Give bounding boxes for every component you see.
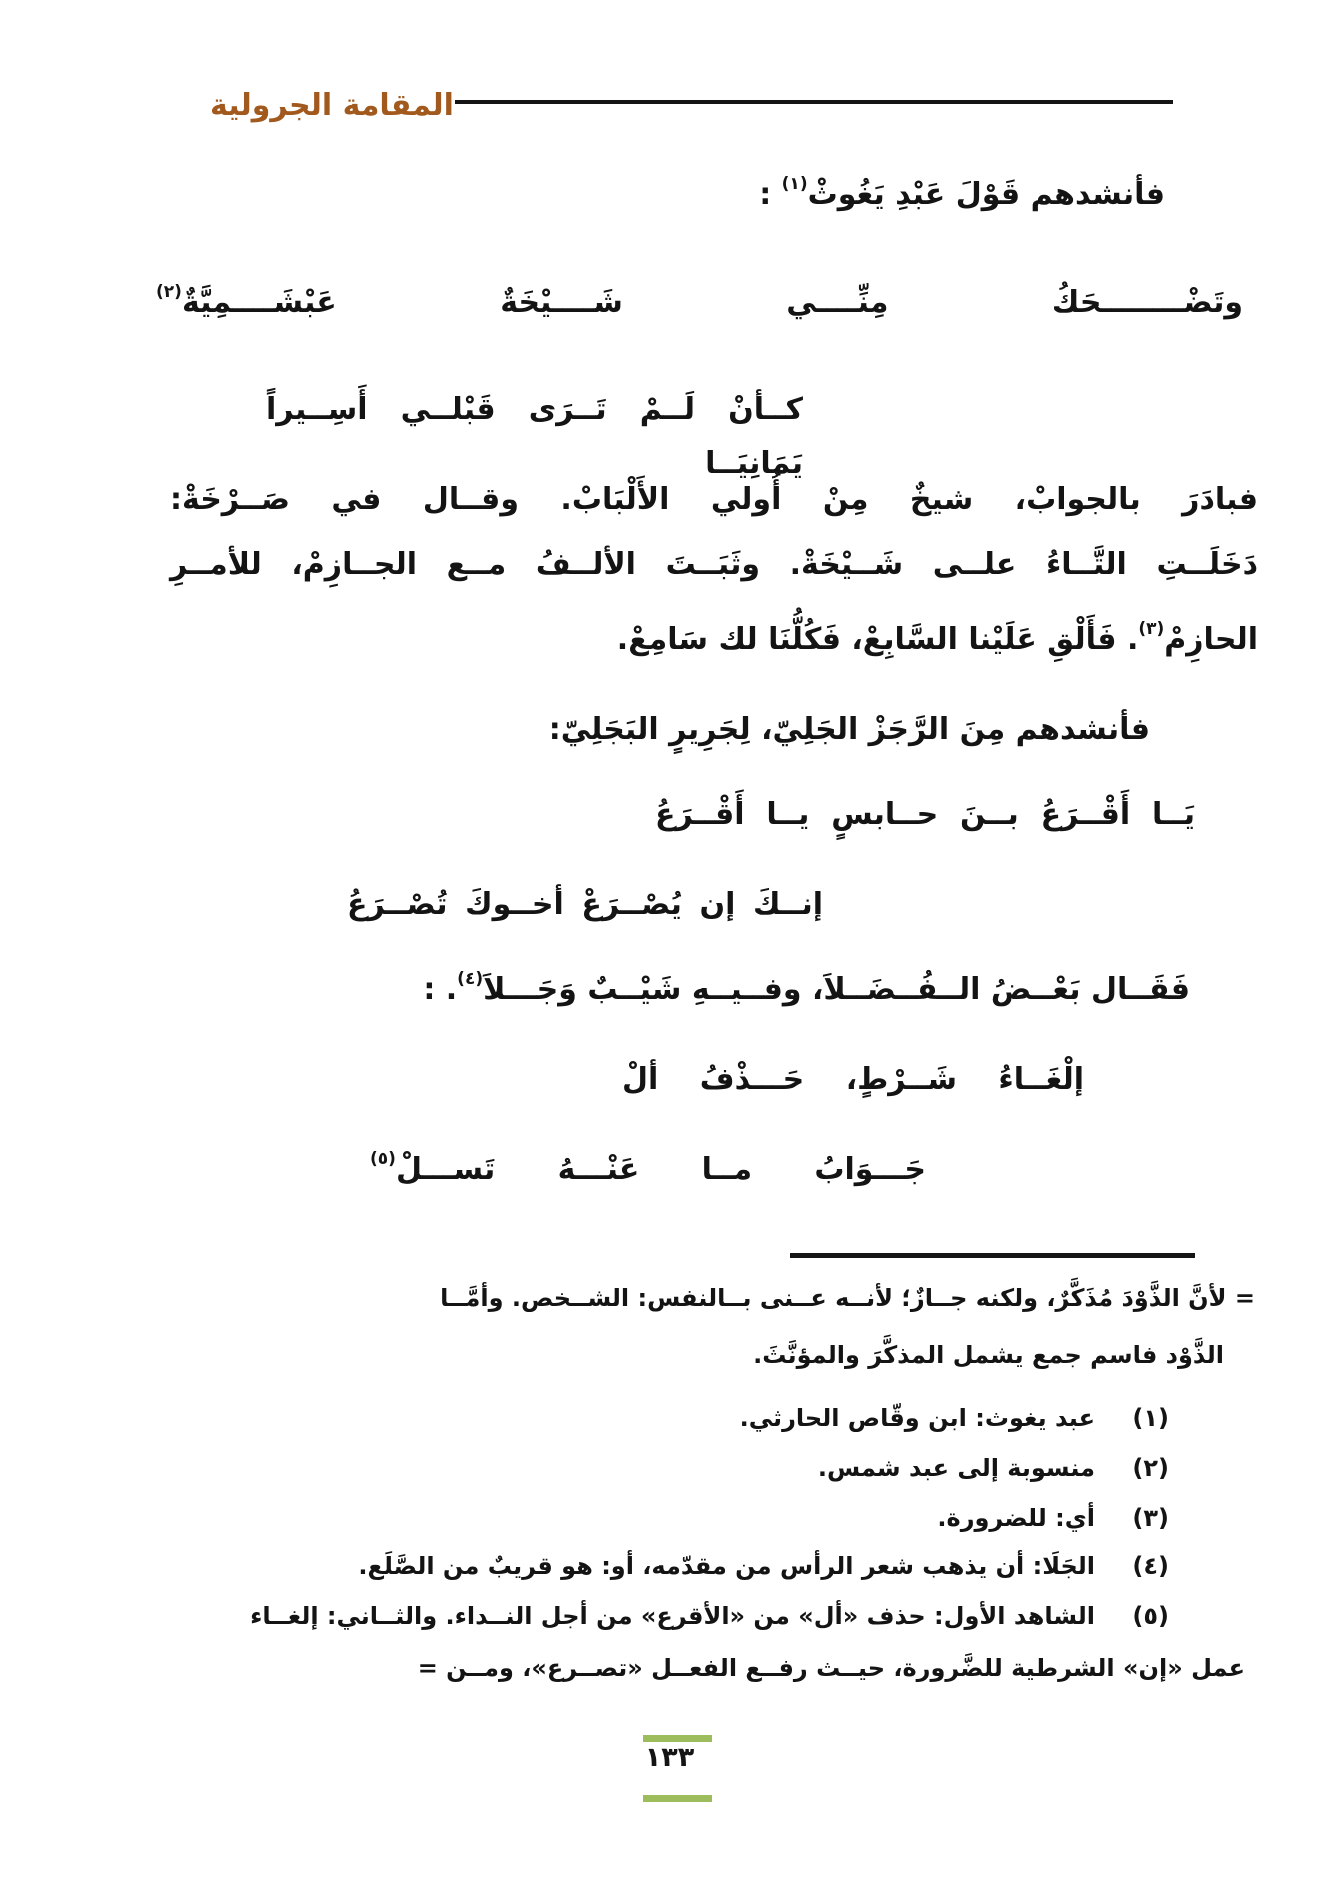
line-tail: . فَأَلْقِ عَلَيْنا السَّابِعْ، فَكُلُّنَا لك سَامِعْ. [616,622,1139,657]
body-line-prose-4 [423,963,1190,1017]
line-text: كــأنْ لَــمْ تَــرَى قَبْلــي أَسِــيراً يَمَانِيَــا [266,392,803,481]
page-number-rule-bottom [643,1795,712,1802]
line-text: دَخَلَــتِ التَّــاءُ علــى شَــيْخَةْ. وثَبَــتَ الألــفُ مــع الجــازِمْ، للأمــرِ [170,547,1258,582]
footnote-text: الجَلَا: أن يذهب شعر الرأس من مقدّمه، أو: هو قريبٌ من الصَّلَع. [358,1552,1095,1580]
line-text: فأنشدهم مِنَ الرَّجَزْ الجَلِيّ، لِجَرِيرٍ البَجَلِيّ: [548,712,1150,747]
footnote-item-4 [358,1546,1169,1587]
line-text: جَـــوَابُ مــا عَنْـــهُ تَســـلْ [395,1152,926,1187]
footnote-item-2 [818,1448,1169,1489]
footnote-marker: (٣) [1138,619,1165,639]
footnote-text: عبد يغوث: ابن وقّاص الحارثي. [739,1404,1095,1432]
body-line-prose-2 [170,538,1258,592]
footnote-text: أي: للضرورة. [937,1504,1095,1532]
footnote-marker: (٤) [457,969,484,989]
line-text: إلْغَــاءُ شَــرْطٍ، حَـــذْفُ ألْ [622,1062,1084,1097]
line-text: فأنشدهم قَوْلَ عَبْدِ يَغُوثْ [807,177,1165,212]
line-tail: . : [423,972,458,1007]
line-tail: : [759,177,782,212]
running-head-title: المقامة الجرولية [210,88,454,123]
footnote-item-3 [937,1498,1169,1539]
footnote-marker: (٢) [156,282,182,302]
line-text: فبادَرَ بالجوابْ، شيخٌ مِنْ أُولي الأَلْبَابْ. وقــال في صَــرْخَةْ: [170,482,1258,517]
footnote-number: (٣) [1132,1504,1169,1532]
line-text: إنــكَ إن يُصْــرَعْ أخــوكَ تُصْــرَعُ [347,887,823,922]
page-number: ١٣٣ [644,1742,695,1773]
line-text: فَقَــال بَعْــضُ الــفُــضَــلاَ، وفــيــهِ شَيْــبٌ وَجَـــلاَ [483,972,1190,1007]
body-line-prose-1 [170,473,1258,527]
footnote-carryover-line-2: الذَّوْد فاسم جمع يشمل المذكَّرَ والمؤنَّثَ. [753,1341,1224,1369]
footnote-number: (٤) [1132,1552,1169,1580]
verse-line-rajaz-1 [655,788,1195,842]
header-rule [455,100,1173,104]
footnote-item-5 [250,1596,1169,1637]
line-text: وتَضْــــــــحَكُ مِنِّــــي شَــــيْخَةٌ عَبْشَــــمِيَّةٌ [181,285,1243,320]
verse-line-final-1 [622,1053,1084,1107]
footnote-marker: (٥) [370,1149,396,1169]
line-text: الحازِمْ [1164,622,1258,657]
footnote-item-5-continuation: عمل «إن» الشرطية للضَّرورة، حيــث رفــع الفعــل «تصــرع»، ومــن = [417,1654,1245,1682]
body-line-prose-3 [617,613,1258,667]
verse-line-rajaz-2 [347,878,823,932]
footnote-number: (٢) [1132,1454,1169,1482]
body-line-intro-1 [759,168,1165,222]
body-line-intro-2 [549,703,1150,757]
footnote-number: (٥) [1132,1602,1169,1630]
verse-line-final-2 [370,1143,926,1197]
footnote-marker: (١) [781,174,808,194]
footnote-text: الشاهد الأول: حذف «أل» من «الأقرع» من أجل النــداء. والثــاني: إلغــاء [250,1602,1095,1630]
footnote-separator [790,1253,1195,1258]
page-number-rule-top [643,1735,712,1742]
footnote-item-1 [740,1398,1169,1439]
verse-line-hemistich-1a [156,276,1243,330]
footnote-text: منسوبة إلى عبد شمس. [817,1454,1095,1482]
footnote-carryover-line-1: = لأنَّ الذَّوْدَ مُذَكَّرٌ، ولكنه جــازٌ؛ لأنــه عــنى بــالنفس: الشــخص. وأمَّــا [440,1284,1255,1312]
line-text: يَــا أَقْــرَعُ بــنَ حــابسٍ يــا أَقْــرَعُ [655,797,1195,832]
footnote-number: (١) [1132,1404,1169,1432]
